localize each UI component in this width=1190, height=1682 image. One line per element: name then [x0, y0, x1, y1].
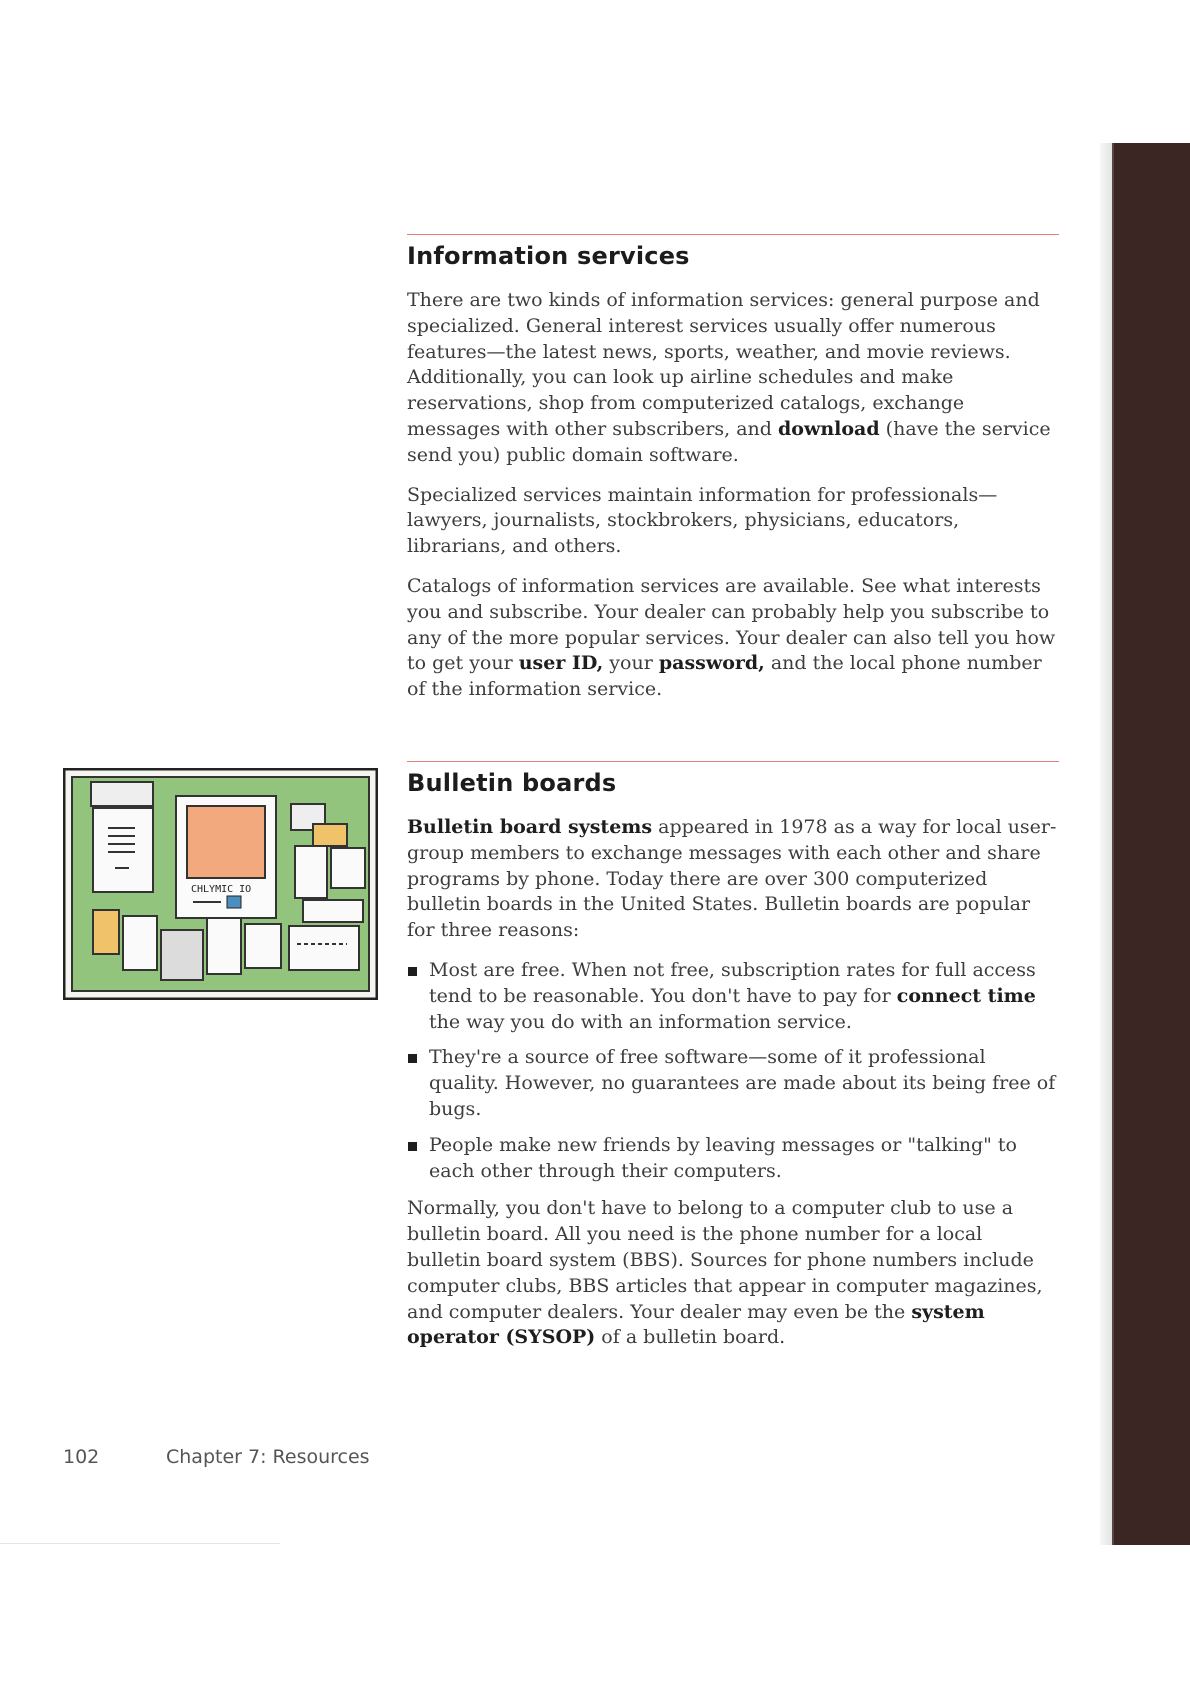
bullet-square-icon [408, 1054, 417, 1063]
illustration-label: CHLYMIC IO [191, 884, 252, 895]
paragraph [407, 288, 1059, 469]
text-run: They're a source of free software—some of it professional quality. However, no guarantees are made about its being free of bugs. [429, 1046, 1056, 1120]
text-run: There are two kinds of information services: general purpose and specialized. General interest services usually offer numerous features—the latest news, sports, weather, and movie reviews. Additionally, you can look up airline schedules and make reservations, shop from computerized catalogs, exchange messages with other subscribers, and [407, 289, 1040, 440]
text-run: People make new friends by leaving messages or "talking" to each other through their computers. [429, 1133, 1017, 1182]
corkboard-icon [63, 768, 378, 1000]
text-run: (have the service send you) public domain software. [407, 417, 1051, 466]
paragraph: Specialized services maintain information for professionals—lawyers, journalists, stockbrokers, physicians, educators, librarians, and others. [407, 483, 998, 558]
chapter-title: Chapter 7: Resources [166, 1446, 370, 1468]
section-rule [407, 234, 1059, 235]
text-run: Most are free. When not free, subscription rates for full access tend to be reasonable. You don't have to pay for [429, 958, 1036, 1007]
text-run: Catalogs of information services are available. See what interests you and subscribe. Your dealer can probably help you subscribe to any of the more popular services. Your dealer can also tell you how to get your [407, 574, 1056, 675]
list-item [407, 958, 1059, 1035]
text-run: your [603, 652, 659, 675]
term-user-id: user ID, [518, 652, 604, 675]
term-connect-time: connect time [896, 984, 1036, 1007]
paragraph [407, 1196, 1059, 1351]
book-binding-edge [1112, 143, 1190, 1545]
section-heading: Bulletin boards [407, 769, 617, 797]
list-item [407, 1045, 1059, 1122]
bullet-square-icon [408, 1142, 417, 1151]
paragraph [407, 574, 1059, 703]
term-password: password, [658, 652, 765, 675]
text-run: of a bulletin board. [595, 1326, 786, 1349]
term-download: download [778, 417, 880, 440]
section-rule [407, 761, 1059, 762]
text-run: and the local phone number of the information service. [407, 652, 1042, 701]
reasons-list [407, 958, 1059, 1184]
scan-edge-line [0, 1543, 280, 1544]
list-item [407, 1133, 1059, 1185]
text-run: appeared in 1978 as a way for local user-group members to exchange messages with each other and share programs by phone. Today there are over 300 computerized bulletin boards in the United States. Bulletin boards are popular for three reasons: [407, 816, 1057, 942]
text-run: the way you do with an information service. [429, 1010, 852, 1033]
term-sysop: system operator (SYSOP) [407, 1300, 985, 1349]
paragraph [407, 815, 1059, 944]
text-run: Normally, you don't have to belong to a computer club to use a bulletin board. All you need is the phone number for a local bulletin board system (BBS). Sources for phone numbers include computer clubs, BBS articles that appear in computer magazines, and computer dealers. Your dealer may even be the [407, 1197, 1043, 1323]
section-information-services [407, 234, 1059, 717]
bullet-square-icon [408, 967, 417, 976]
bulletin-board-illustration [63, 768, 378, 1000]
section-bulletin-boards [407, 761, 1059, 1365]
term-bulletin-board-systems: Bulletin board systems [407, 816, 653, 838]
section-heading: Information services [407, 242, 690, 270]
page-number: 102 [63, 1446, 100, 1468]
